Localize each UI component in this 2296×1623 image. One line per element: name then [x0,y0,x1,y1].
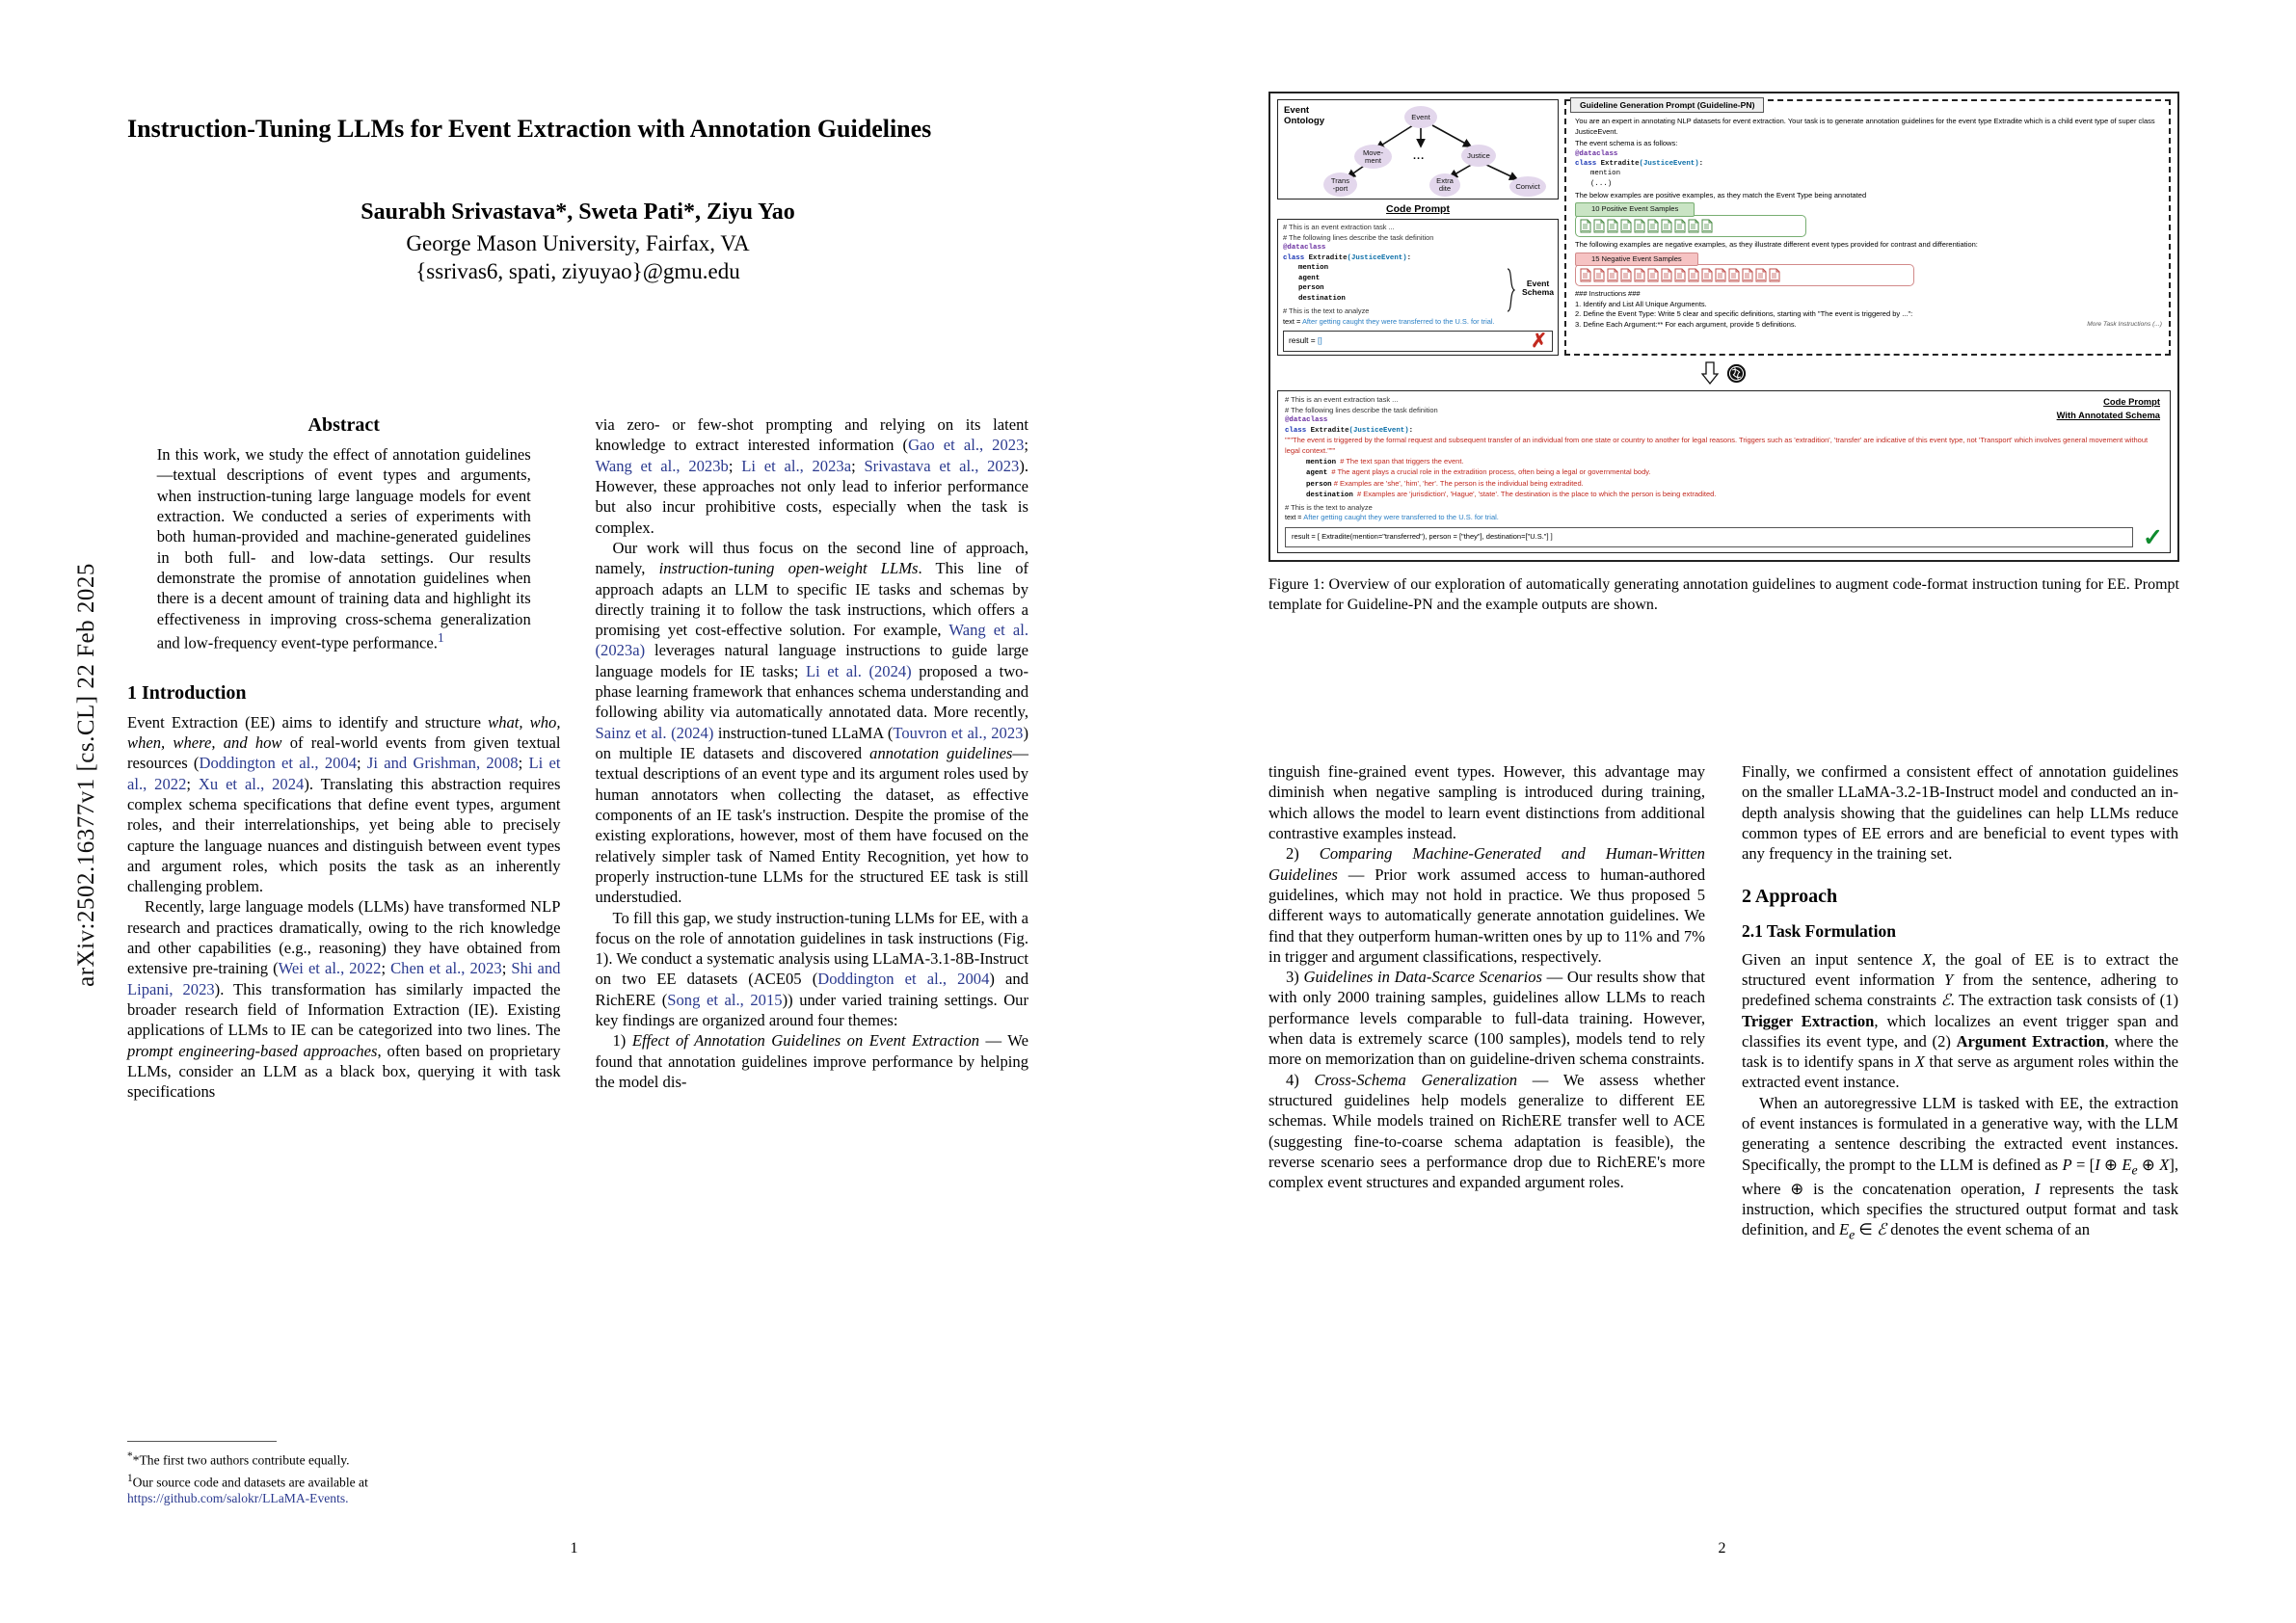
positive-examples-intro: The below examples are positive examples, as they match the Event Type being annotated [1575,190,1867,200]
cross-icon: ✗ [1531,331,1547,353]
guideline-classdef: class Extradite(JusticeEvent): [1575,159,1704,168]
negative-doc-row [1575,264,1914,286]
code-comment-2: # The following lines describe the task definition [1283,232,1434,242]
document-icon [1607,268,1618,282]
negative-samples-group [1575,253,2162,287]
code-prompt-title: Code Prompt [1386,203,1450,215]
code-text-line: text = After getting caught they were transferred to the U.S. for trial. [1283,316,1495,326]
document-icon [1634,268,1645,282]
instructions-header: ### Instructions ### [1575,289,1641,299]
check-icon: ✓ [2143,523,2163,551]
figure-left-panel [1277,99,1559,356]
document-icon [1593,268,1605,282]
document-icon [1715,268,1726,282]
task-formulation-heading: 2.1 Task Formulation [1742,920,1896,941]
abstract-body-wrap [157,444,531,653]
annot-text-comment: # This is the text to analyze [1285,502,1373,512]
page-2 [1148,0,2296,1623]
annotated-prompt-title: Code Prompt With Annotated Schema [2056,396,2160,420]
document-icon [1728,268,1740,282]
document-icon [1742,268,1753,282]
annot-result-wrap [1285,523,2163,551]
code-field-mention: mention [1298,264,1329,273]
page-title: Instruction-Tuning LLMs for Event Extraction with Annotation Guidelines [127,115,932,143]
code-decorator: @dataclass [1283,244,1326,253]
code-field-person: person [1298,284,1324,293]
guideline-prompt-tab: Guideline Generation Prompt (Guideline-PN) [1570,97,1764,113]
footnote-rule [127,1441,277,1442]
intro-paragraph-1: Event Extraction (EE) aims to identify and structure what, who, when, where, and how of real-world events from given textual resources (Doddington et al., 2004; Ji and Grishman, 2008; Li et al., 2022; Xu et al., 2024). Translating this abstraction requires complex schema specifications that define event types, argument roles, and their interrelationships, yet being able to precisely capture the language nuances and distinguish between event types and argument roles, which posits the task as an inherently challenging problem. [127,712,561,896]
col2-paragraph-2: Our work will thus focus on the second line of approach, namely, instruction-tuning open-weight LLMs. This line of approach adapts an LLM to specific IE tasks and schemas by directly training it to follow the task instructions, which offers a promising yet cost-effective solution. For example, Wang et al. (2023a) leverages natural language instructions to guide large language models for IE tasks; Li et al. (2024) proposed a two-phase learning framework that enhances schema understanding and following ability via automatically annotated data. More recently, Sainz et al. (2024) instruction-tuned LLaMA (Touvron et al., 2023) on multiple IE datasets and discovered annotation guidelines—textual descriptions of an event type and its argument roles used by human annotators when collecting the dataset, as effective components of an IE task's instruction. Despite the promise of the existing explorations, however, most of them have focused on the relatively simpler task of Named Entity Recognition, yet how to properly instruction-tune LLMs for the structured EE task is still understudied. [595,538,1029,907]
code-field-destination: destination [1298,294,1346,303]
ontology-node-event: Event [1404,106,1437,128]
author-block [127,200,1028,284]
document-icon [1755,268,1767,282]
instruction-item-1: 1. Identify and List All Unique Arguments. [1575,299,1707,308]
ontology-node-movement: Move- ment [1354,145,1392,169]
annot-decorator: @dataclass [1285,416,1328,425]
code-result-row [1283,331,1553,352]
code-prompt-box [1277,219,1559,356]
annot-arg-agent: agent # The agent plays a crucial role in the extradition process, often being a legal or governmental body. [1306,467,1651,478]
annot-text-line: text = After getting caught they were transferred to the U.S. for trial. [1285,513,1499,522]
p2-col2-paragraph-2: Given an input sentence X, the goal of EE is to extract the structured event information Y from the sentence, adhering to predefined schema constraints ℰ. The extraction task consists of (1) Trigger Extraction, which localizes an event trigger span and classifies its event type, and (2) Argument Extraction, where the task is to identify spans in X that serve as argument roles within the extracted event instance. [1742,949,2178,1092]
document-icon [1661,268,1672,282]
intro-paragraph-2: Recently, large language models (LLMs) have transformed NLP research and practices dramatically, owing to the rich knowledge and other capabilities (e.g., reasoning) they have obtained from extensive pre-training (Wei et al., 2022; Chen et al., 2023; Shi and Lipani, 2023). This transformation has similarly impacted the broader research field of Information Extraction (IE). Existing applications of LLMs to IE can be categorized into two lines. The prompt engineering-based approaches, often based on proprietary LLMs, consider an LLM as a black box, querying it with task specifications [127,897,561,1102]
p2-col1-paragraph-1: tinguish fine-grained event types. However, this advantage may diminish when negative sampling is introduced during training, which allows the model to learn event distinctions from additional contrastive examples instead. [1268,762,1705,842]
down-arrow-icon [1701,361,1719,385]
page2-column-left [1268,761,1705,1243]
guideline-schema-intro: The event schema is as follows: [1575,139,1678,147]
document-icon [1769,268,1780,282]
document-icon [1634,219,1645,233]
ontology-node-convict: Convict [1509,176,1546,197]
code-classdef: class Extradite(JusticeEvent): [1283,253,1412,262]
annot-result-row: result = [ Extradite(mention="transferred"), person = ["they"], destination=["U.S."] ] [1285,527,2133,547]
code-result-text: result = [] [1289,335,1322,346]
authors-line: Saurabh Srivastava*, Sweta Pati*, Ziyu Yao [360,199,795,225]
instruction-item-3: 3. Define Each Argument:** For each argument, provide 5 definitions. [1575,319,1797,329]
page-1-number: 1 [570,1540,578,1556]
annot-arg-destination: destination # Examples are 'jurisdiction', 'Hague', 'state'. The destination is the place to which the person is being extradited. [1306,490,1717,500]
document-icon [1620,219,1632,233]
annot-docstring: """The event is triggered by the formal request and subsequent transfer of an individual from one state or country to another for legal reasons. Triggers such as 'extradition', 'transfer' are indicative of this event type, not 'Transport' which involves general movement without legal context.""" [1285,436,2149,456]
figure-caption: Figure 1: Overview of our exploration of automatically generating annotation guidelines to augment code-format instruction tuning for EE. Prompt template for Guideline-PN and the example outputs are shown. [1268,576,2179,613]
document-icon [1593,219,1605,233]
annotated-code-prompt-box [1277,390,2171,553]
document-icon [1661,219,1672,233]
ontology-node-extradite: Extra dite [1429,173,1460,197]
figure-block [1268,92,2179,616]
abstract-body: In this work, we study the effect of annotation guidelines—textual descriptions of event types and arguments, when instruction-tuning large language models for event extraction. We conducted a series of experiments with both human-provided and machine-generated guidelines in both full- and low-data settings. Our results demonstrate the promise of annotation guidelines when there is a decent amount of training data and highlight its effectiveness in improving cross-schema generalization and low-frequency event-type performance.$^1$ [156,445,531,652]
annot-classdef: class Extradite(JusticeEvent): [1285,426,1414,435]
title-block [127,114,1028,284]
brace-icon [1507,268,1515,312]
abstract-heading: Abstract [307,414,380,436]
document-icon [1580,268,1591,282]
negative-examples-intro: The following examples are negative examples, as they illustrate different event types provided for contrast and differentiation: [1575,240,1978,250]
ontology-node-justice: Justice [1461,145,1496,167]
event-schema-brace-label: Event Schema [1522,279,1554,298]
openai-logo-icon [1726,363,1747,384]
annot-comment-1: # This is an event extraction task ... [1285,395,1399,405]
more-task-instructions-note: More Task Instructions (...) [2087,320,2162,328]
annot-comment-2: # The following lines describe the task definition [1285,405,1438,414]
col2-paragraph-4: 1) Effect of Annotation Guidelines on Event Extraction — We found that annotation guidelines improve performance by helping the model dis- [595,1031,1028,1091]
ontology-node-transport: Trans -port [1323,173,1357,197]
annot-arg-person: person # Examples are 'she', 'him', 'her'. The person is the individual being extradited. [1306,478,1584,489]
col2-paragraph-3: To fill this gap, we study instruction-tuning LLMs for EE, with a focus on the role of annotation guidelines in task instructions (Fig. 1). We conduct a systematic analysis using LLaMA-3.1-8B-Instruct on two EE datasets (ACE05 (Doddington et al., 2004) and RichERE (Song et al., 2015)) under varied training settings. Our key findings are organized around four themes: [595,908,1029,1030]
document-icon [1688,219,1699,233]
repo-link[interactable]: https://github.com/salokr/LLaMA-Events. [127,1491,349,1506]
figure-outer-box [1268,92,2179,562]
guideline-prompt-panel [1564,99,2171,356]
approach-heading: 2 Approach [1742,885,1838,907]
ontology-ellipsis: ... [1413,150,1426,162]
email-line: {ssrivas6, spati, ziyuyao}@gmu.edu [415,258,740,283]
page2-columns [1268,761,2179,1243]
negative-samples-pill: 15 Negative Event Samples [1575,253,1698,267]
event-ontology-box [1277,99,1559,200]
page1-column-left [127,414,561,1103]
instruction-item-2: 2. Define the Event Type: Write 5 clear and specific definitions, starting with "The event is triggered by ...": [1575,309,1913,319]
instruction-item-3-wrap [1575,320,2162,331]
page2-column-right [1742,761,2178,1243]
introduction-heading: 1 Introduction [127,681,247,704]
document-icon [1620,268,1632,282]
guideline-field-ellipsis: (...) [1590,179,1613,188]
annot-arg-mention: mention # The text span that triggers the event. [1306,456,1464,466]
flow-arrow-zone [1277,360,2171,386]
document-icon [1674,219,1686,233]
positive-samples-group [1575,202,2162,237]
guideline-decorator: @dataclass [1575,149,1618,158]
code-comment-1: # This is an event extraction task ... [1283,223,1395,231]
document-icon [1701,219,1713,233]
document-icon [1580,219,1591,233]
figure-top-row [1277,99,2171,356]
positive-samples-pill: 10 Positive Event Samples [1575,202,1695,217]
document-icon [1647,219,1659,233]
footnote-one: $^1$Our source code and datasets are available at https://github.com/salokr/LLaMA-Events. [127,1472,368,1506]
affiliation-line: George Mason University, Fairfax, VA [406,230,750,255]
p2-col2-paragraph-3: When an autoregressive LLM is tasked with EE, the extraction of event instances is formulated in a generative way, with the LLM generating a sentence describing the extracted event instances. Specifically, the prompt to the LLM is defined as P = [I ⊕ $E_e$ ⊕ X], where ⊕ is the concatenation operation, I represents the task instruction, which specifies the structured output format and task definition, and $E_e$ ∈ ℰ denotes the event schema of an [1742,1093,2179,1242]
p2-col2-paragraph-1: Finally, we confirmed a consistent effect of annotation guidelines on the smaller LLaMA-3.2-1B-Instruct model and conducted an in-depth analysis showing that the guidelines can help LLMs reduce common types of EE errors and are beneficial to event types with any frequency in the training set. [1742,762,2178,864]
footnotes [127,1441,561,1509]
document-icon [1701,268,1713,282]
guideline-intro: You are an expert in annotating NLP datasets for event extraction. Your task is to generate annotation guidelines for the event type Extradite which is a child event type of super class JusticeEvent. [1575,117,2155,136]
p2-col1-paragraph-2: 2) Comparing Machine-Generated and Human-Written Guidelines — Prior work assumed access to human-authored guidelines, which may not hold in practice. We thus proposed 5 different ways to automatically generate annotation guidelines. We find that they outperform human-written ones by up to 11% and 7% in trigger and argument classifications, respectively. [1268,844,1705,966]
figure-1 [1268,92,2179,616]
document-icon [1688,268,1699,282]
page-2-number: 2 [1718,1540,1726,1556]
page1-columns [127,414,1028,1103]
p2-col1-paragraph-3: 3) Guidelines in Data-Scarce Scenarios — Our results show that with only 2000 training samples, guidelines allow LLMs to reach performance levels comparable to full-data training. However, when data is extremely scarce (100 samples), models tend to rely more on memorization than on guideline-driven schema constraints. [1268,968,1705,1069]
positive-doc-row [1575,215,1806,237]
code-text-comment: # This is the text to analyze [1283,306,1370,316]
document-icon [1674,268,1686,282]
p2-col1-paragraph-4: 4) Cross-Schema Generalization — We assess whether structured guidelines help models generalize to different EE schemas. While models trained on RichERE transfer well to ACE (suggesting fine-to-coarse schema adaptation is feasible), the reverse scenario sees a performance drop due to RichERE's more complex event structures and expanded argument roles. [1268,1070,1705,1192]
figure-right-panel [1564,99,2171,356]
col2-paragraph-1: via zero- or few-shot prompting and relying on its latent knowledge to extract interested information (Gao et al., 2023; Wang et al., 2023b; Li et al., 2023a; Srivastava et al., 2023). However, these approaches not only lead to inferior performance but also incur prohibitive costs, especially when the task is complex. [595,415,1028,537]
code-field-agent: agent [1298,274,1321,282]
document-icon [1607,219,1618,233]
footnote-star: **The first two authors contribute equally. [127,1450,350,1468]
page1-column-right [596,414,1029,1103]
arxiv-stamp: arXiv:2502.16377v1 [cs.CL] 22 Feb 2025 [73,563,99,987]
ontology-label: Event Ontology [1284,105,1325,127]
guideline-field-mention: mention [1590,170,1621,178]
document-icon [1647,268,1659,282]
